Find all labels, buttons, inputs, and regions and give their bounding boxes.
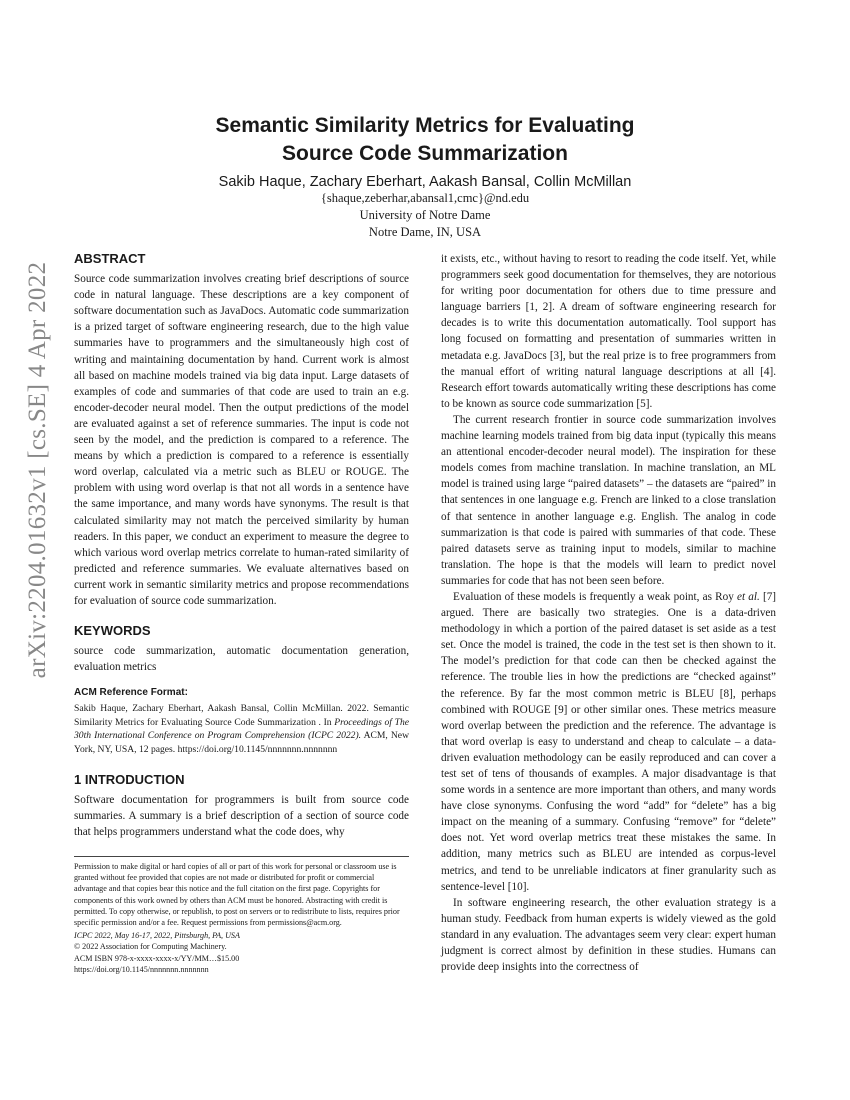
acm-ref-venue: Proceedings of The 30th International Conference on Program Comprehension (ICPC 2022).: [74, 716, 409, 742]
intro-paragraph-4: In software engineering research, the other evaluation strategy is a human study. Feedback from human experts is widely viewed as the gold standard in any evaluation. The advantages seem very clear: expert human judgment is correct almost by definition in these studies. Humans can provide deep insights into the correctness of: [441, 896, 776, 974]
acm-ref-part2: ACM, New York, NY, USA, 12 pages. https://doi.org/10.1145/nnnnnnn.nnnnnnn: [74, 730, 409, 755]
acm-ref-heading: ACM Reference Format:: [74, 687, 188, 699]
conference-info: ICPC 2022, May 16-17, 2022, Pittsburgh, PA, USA: [74, 931, 240, 941]
keywords-heading: KEYWORDS: [74, 623, 151, 639]
author-list: Sakib Haque, Zachary Eberhart, Aakash Bansal, Collin McMillan: [218, 174, 632, 190]
title-line-1: Semantic Similarity Metrics for Evaluating: [215, 114, 635, 137]
intro-paragraph-1-continued: it exists, etc., without having to resort to reading the code itself. Yet, while programmers seek good documentation for themselves, they are notorious for writing poor documentation for others due to time pressure and language barriers [1, 2]. A dream of software engineering research for decades is to write this documentation automatically. Tool support has long focused on formatting and presentation of summaries written in metadata e.g. JavaDocs [3], but the real prize is to free programmers from the manual effort of writing natural language descriptions at all [4]. Research effort towards automatically writing these descriptions has come to be known as source code summarization [5].: [441, 253, 776, 410]
isbn-line: ACM ISBN 978-x-xxxx-xxxx-x/YY/MM…$15.00: [74, 953, 240, 963]
paper-title: [74, 112, 776, 168]
abstract-heading: ABSTRACT: [74, 251, 146, 266]
right-column: [441, 251, 776, 975]
intro-paragraph-3: Evaluation of these models is frequently a weak point, as Roy et al. [7] argued. There are basically two strategies. One is a data-driven methodology in which a portion of the paired dataset is set aside as a test set. Once the model is trained, the code in the test set is then shown to it. The model’s prediction for that code can then be checked against the reference. The trouble lies in how the predictions are “checked against” the reference. By far the most common metric is BLEU [8], perhaps combined with ROUGE [9] or other similar ones. These metrics measure word overlap between the prediction and the reference. The advantage is that word overlap is easy to understand and cheap to calculate – a data-driven evaluation methodology can be easily reproduced and can cover a test set of tens of thousands of examples. A major disadvantage is that some words in a sentence are more important than others, and many words have close synonyms. Confusing the word “add” for “delete” has a big impact on the meaning of a summary. Confusing “remove” for “delete” does not. Yet word overlap metrics treat these mistakes the same. In addition, many metrics such as BLEU are intended as corpus-level metrics, and tend to be unreliable indicators at finer granularity such as sentence-level [10].: [441, 590, 777, 893]
abstract-text: Source code summarization involves creating brief descriptions of source code in natural language. These descriptions are a key component of software documentation such as JavaDocs. Automatic code summarization is a prized target of software engineering research, due to the high value summaries have to programmers and the simultaneously high cost of writing and maintaining documentation by hand. Current work is almost all based on machine models trained via big data input. Large datasets of examples of code and summaries of that code are used to train an e.g. encoder-decoder neural model. Then the output predictions of the model are evaluated against a set of reference summaries. The input is code not seen by the model, and the prediction is compared to a reference. The means by which a prediction is compared to a reference is essentially word overlap, calculated via a metric such as BLEU or ROUGE. The problem with using word overlap is that not all words in a sentence have the same importance, and many words have synonyms. The result is that calculated similarity may not match the perceived similarity by human readers. In this paper, we conduct an experiment to measure the degree to which various word overlap metrics correlate to human-rated similarity of predicted and reference summaries. We evaluate alternatives based on current work in semantic similarity metrics and propose recommendations for evaluation of source code summarization.: [74, 273, 409, 607]
introduction-heading: 1 INTRODUCTION: [74, 772, 185, 788]
acm-ref-text: [74, 702, 409, 756]
intro-paragraph-1-start: Software documentation for programmers is built from source code summaries. A summary is a brief description of a section of source code that helps programmers understand what the code does, why: [74, 794, 409, 839]
paper-header: [74, 112, 776, 241]
left-column: [74, 251, 409, 840]
doi-line: https://doi.org/10.1145/nnnnnnn.nnnnnnn: [74, 964, 209, 974]
acm-ref-part1: Sakib Haque, Zachary Eberhart, Aakash Bansal, Collin McMillan. 2022. Semantic Similarity Metrics for Evaluating Source Code Summarization . In: [74, 703, 409, 728]
et-al-italic: et al.: [737, 590, 760, 603]
intro-paragraph-2: The current research frontier in source code summarization involves machine learning models trained from big data input (typically this means an attentional encoder-decoder neural model). The inspiration for these models comes from machine translation. In machine translation, an ML model is trained using large “paired datasets” – the datasets are “paired” in that sentences in one language e.g. French are linked to a close translation of that sentence in another language e.g. English. The analog in code summarization is that code is paired with summaries of that code. These paired datasets serve as training input to models, similar to machine translation. The hope is that the models will learn to predict novel summaries for code that has not been seen before.: [441, 413, 776, 587]
permission-footnote: [74, 856, 409, 975]
arxiv-stamp: [18, 260, 58, 680]
author-location: Notre Dame, IN, USA: [368, 225, 482, 239]
title-line-2: Source Code Summarization: [282, 142, 568, 165]
copyright-line: © 2022 Association for Computing Machinery.: [74, 942, 227, 952]
author-email: {shaque,zeberhar,abansal1,cmc}@nd.edu: [320, 191, 530, 205]
permission-text: Permission to make digital or hard copies of all or part of this work for personal or classroom use is granted without fee provided that copies are not made or distributed for profit or commercial advantage and that copies bear this notice and the full citation on the first page. Copyrights for components of this work owned by others than ACM must be honored. Abstracting with credit is permitted. To copy otherwise, or republish, to post on servers or to redistribute to lists, requires prior specific permission and/or a fee. Request permissions from permissions@acm.org.: [74, 862, 400, 928]
keywords-text: source code summarization, automatic documentation generation, evaluation metrics: [74, 645, 409, 674]
arxiv-stamp-text: arXiv:2204.01632v1 [cs.SE] 4 Apr 2022: [24, 261, 51, 679]
author-institution: University of Notre Dame: [359, 208, 491, 222]
